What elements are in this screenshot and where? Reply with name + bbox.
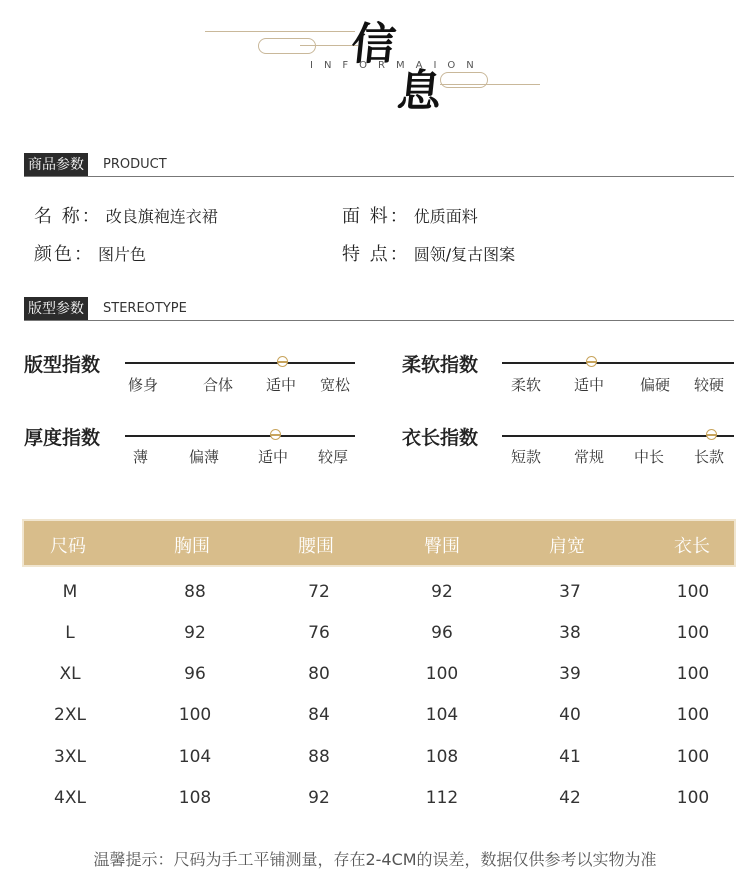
index-track bbox=[125, 362, 355, 364]
table-cell: 104 bbox=[425, 705, 459, 725]
table-cell: 84 bbox=[308, 705, 330, 725]
index-option-selected: 长款 bbox=[694, 448, 725, 466]
table-cell: 42 bbox=[559, 788, 581, 808]
table-cell: 88 bbox=[184, 582, 206, 602]
table-cell: 88 bbox=[308, 747, 330, 767]
index-option-selected: 适中 bbox=[266, 376, 297, 394]
table-cell: 39 bbox=[559, 664, 581, 684]
index-option: 中长 bbox=[634, 448, 665, 466]
table-cell: 100 bbox=[425, 664, 459, 684]
field-feature bbox=[342, 240, 515, 266]
header-deco-line-left bbox=[205, 31, 355, 32]
table-cell: 100 bbox=[676, 705, 710, 725]
column-header-length: 衣长 bbox=[674, 536, 710, 557]
index-option: 偏薄 bbox=[189, 448, 220, 466]
table-cell: 41 bbox=[559, 747, 581, 767]
field-fabric bbox=[342, 202, 478, 228]
index-title: 厚度指数 bbox=[24, 427, 101, 449]
table-cell: 100 bbox=[178, 705, 212, 725]
index-option: 较硬 bbox=[694, 376, 725, 394]
table-cell: 108 bbox=[178, 788, 212, 808]
table-cell: 96 bbox=[184, 664, 206, 684]
field-label: 面 料： bbox=[342, 206, 410, 227]
table-cell: 112 bbox=[425, 788, 459, 808]
index-marker bbox=[586, 356, 597, 367]
index-option: 常规 bbox=[574, 448, 605, 466]
table-cell: 100 bbox=[676, 788, 710, 808]
table-cell: 4XL bbox=[54, 788, 86, 808]
field-value: 优质面料 bbox=[413, 207, 478, 226]
field-value: 图片色 bbox=[98, 245, 147, 264]
section-divider bbox=[24, 320, 734, 321]
size-table-header bbox=[24, 521, 734, 565]
table-cell: 100 bbox=[676, 747, 710, 767]
section-divider bbox=[24, 176, 734, 177]
field-value: 圆领/复古图案 bbox=[413, 245, 516, 264]
column-header-waist: 腰围 bbox=[298, 536, 334, 557]
table-cell: 92 bbox=[431, 582, 453, 602]
index-title: 版型指数 bbox=[24, 354, 101, 376]
table-cell: 104 bbox=[178, 747, 212, 767]
column-header-chest: 胸围 bbox=[174, 536, 210, 557]
index-title: 柔软指数 bbox=[402, 354, 479, 376]
table-cell: 96 bbox=[431, 623, 453, 643]
table-cell: XL bbox=[59, 664, 81, 684]
index-option: 较厚 bbox=[318, 448, 349, 466]
index-track bbox=[502, 435, 734, 437]
stereotype-section-header bbox=[24, 297, 734, 321]
index-option: 合体 bbox=[203, 376, 234, 394]
stereotype-section-tag: 版型参数 bbox=[24, 297, 88, 321]
table-cell: 100 bbox=[676, 664, 710, 684]
size-note: 温馨提示：尺码为手工平铺测量，存在2-4CM的误差，数据仅供参考以实物为准 bbox=[93, 850, 657, 869]
index-option: 宽松 bbox=[320, 376, 351, 394]
header-subtitle: INFORMAION bbox=[310, 60, 485, 71]
index-option: 短款 bbox=[511, 448, 542, 466]
index-marker bbox=[706, 429, 717, 440]
index-option: 修身 bbox=[128, 376, 159, 394]
product-section-header bbox=[24, 153, 734, 177]
index-marker bbox=[270, 429, 281, 440]
field-label: 特 点： bbox=[342, 244, 410, 265]
field-color bbox=[34, 240, 146, 266]
field-value: 改良旗袍连衣裙 bbox=[105, 207, 218, 226]
table-cell: 40 bbox=[559, 705, 581, 725]
index-option-selected: 适中 bbox=[258, 448, 289, 466]
table-cell: 2XL bbox=[54, 705, 86, 725]
header-char-xin: 信 bbox=[348, 19, 399, 70]
header-char-xi: 息 bbox=[394, 66, 445, 117]
field-name bbox=[34, 202, 218, 228]
table-cell: 92 bbox=[308, 788, 330, 808]
index-marker bbox=[277, 356, 288, 367]
header-deco-loop-left bbox=[258, 38, 316, 54]
table-cell: 72 bbox=[308, 582, 330, 602]
column-header-size: 尺码 bbox=[50, 536, 86, 557]
stereotype-section-en: STEREOTYPE bbox=[103, 301, 187, 316]
table-cell: 108 bbox=[425, 747, 459, 767]
column-header-hip: 臀围 bbox=[424, 536, 460, 557]
table-cell: 100 bbox=[676, 582, 710, 602]
table-cell: 38 bbox=[559, 623, 581, 643]
index-option: 薄 bbox=[133, 448, 149, 466]
table-cell: 80 bbox=[308, 664, 330, 684]
column-header-shoulder: 肩宽 bbox=[549, 536, 585, 557]
index-option: 柔软 bbox=[511, 376, 542, 394]
index-track bbox=[502, 362, 734, 364]
field-label: 颜色： bbox=[34, 244, 94, 265]
table-cell: M bbox=[62, 582, 78, 602]
product-section-tag: 商品参数 bbox=[24, 153, 88, 177]
field-label: 名 称： bbox=[34, 206, 102, 227]
table-cell: 3XL bbox=[54, 747, 86, 767]
table-cell: 76 bbox=[308, 623, 330, 643]
table-cell: 100 bbox=[676, 623, 710, 643]
index-title: 衣长指数 bbox=[402, 427, 479, 449]
index-option: 偏硬 bbox=[640, 376, 671, 394]
header-deco-line-left2 bbox=[300, 45, 358, 46]
index-option-selected: 适中 bbox=[574, 376, 605, 394]
header-deco-loop-right bbox=[440, 72, 488, 88]
table-cell: 92 bbox=[184, 623, 206, 643]
table-cell: L bbox=[65, 623, 75, 643]
table-cell: 37 bbox=[559, 582, 581, 602]
index-track bbox=[125, 435, 355, 437]
product-section-en: PRODUCT bbox=[103, 157, 167, 172]
